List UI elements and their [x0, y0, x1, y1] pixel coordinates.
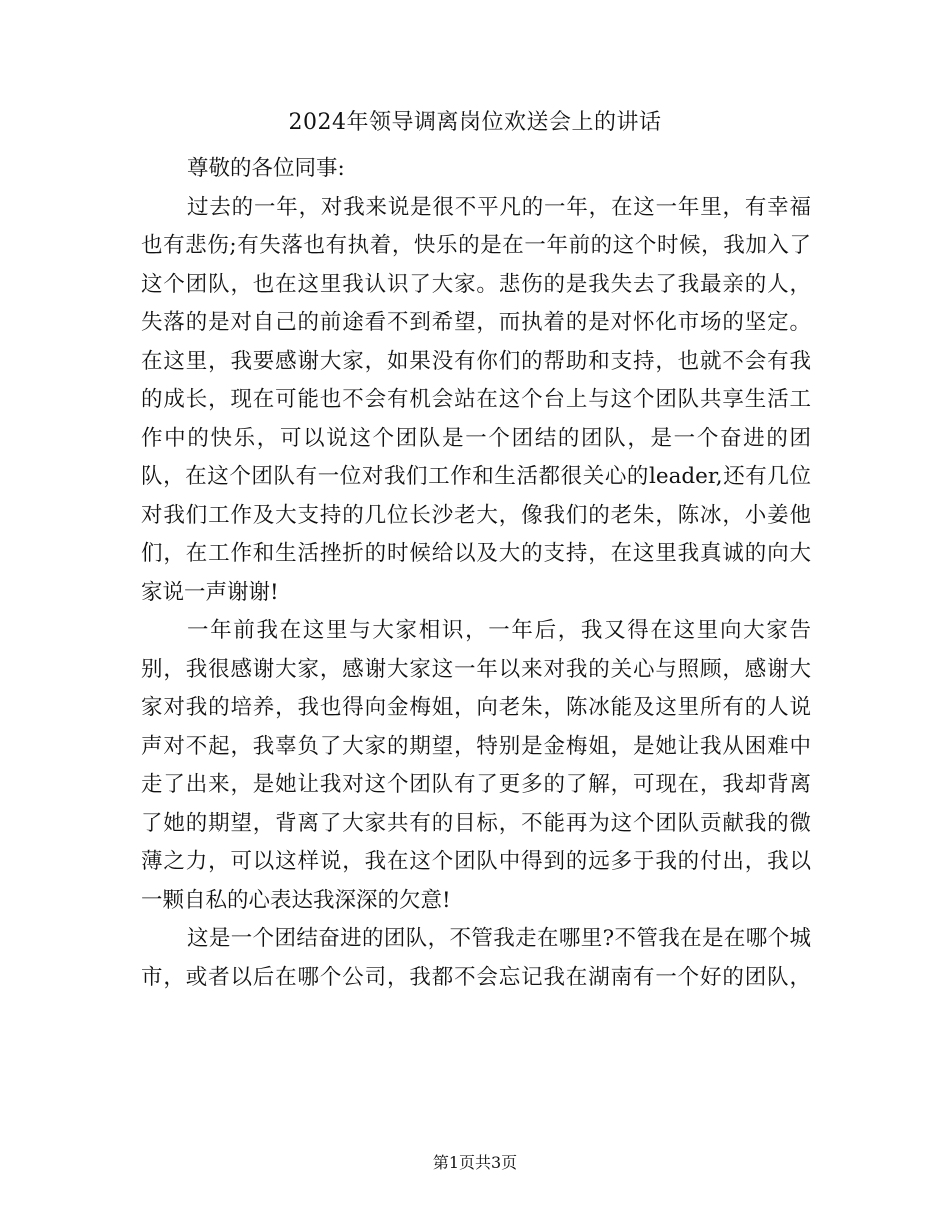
paragraph-line: 这个团队，也在这里我认识了大家。悲伤的是我失去了我最亲的人， [141, 271, 811, 297]
paragraph-line: 过去的一年，对我来说是很不平凡的一年，在这一年里，有幸福 [187, 194, 811, 220]
document-body [141, 150, 811, 997]
paragraph-line: 对我们工作及大支持的几位长沙老大，像我们的老朱，陈冰，小姜他 [141, 502, 811, 528]
document-title: 2024年领导调离岗位欢送会上的讲话 [288, 110, 662, 135]
paragraph-line: 们，在工作和生活挫折的时候给以及大的支持，在这里我真诚的向大 [141, 541, 811, 566]
paragraph-line: 在这里，我要感谢大家，如果没有你们的帮助和支持，也就不会有我 [141, 348, 811, 374]
paragraph-line: 失落的是对自己的前途看不到希望，而执着的是对怀化市场的坚定。 [141, 310, 811, 335]
paragraph-line: 队，在这个团队有一位对我们工作和生活都很关心的leader,还有几位 [141, 464, 811, 489]
paragraph-line: 家说一声谢谢! [141, 579, 279, 605]
greeting-line: 尊敬的各位同事: [187, 156, 345, 181]
paragraph-line: 一年前我在这里与大家相识，一年后，我又得在这里向大家告 [187, 618, 811, 643]
paragraph-line: 薄之力，可以这样说，我在这个团队中得到的远多于我的付出，我以 [141, 849, 811, 874]
paragraph-line: 这是一个团结奋进的团队，不管我走在哪里?不管我在是在哪个城 [187, 926, 811, 951]
paragraph-line: 一颗自私的心表达我深深的欠意! [141, 887, 451, 913]
paragraph-line: 家对我的培养，我也得向金梅姐，向老朱，陈冰能及这里所有的人说 [141, 695, 811, 720]
paragraph-line: 走了出来，是她让我对这个团队有了更多的了解，可现在，我却背离 [141, 772, 811, 797]
paragraph-line: 也有悲伤;有失落也有执着，快乐的是在一年前的这个时候，我加入了 [141, 233, 811, 258]
paragraph-line: 别，我很感谢大家，感谢大家这一年以来对我的关心与照顾，感谢大 [141, 656, 811, 682]
paragraph-line: 声对不起，我辜负了大家的期望，特别是金梅姐，是她让我从困难中 [141, 733, 811, 759]
paragraph-line: 作中的快乐，可以说这个团队是一个团结的团队，是一个奋进的团 [141, 425, 811, 451]
paragraph-line: 市，或者以后在哪个公司，我都不会忘记我在湖南有一个好的团队， [141, 964, 811, 990]
paragraph-line: 了她的期望，背离了大家共有的目标，不能再为这个团队贡献我的微 [141, 810, 811, 836]
page-number-footer: 第1页共3页 [432, 1153, 518, 1172]
paragraph-line: 的成长，现在可能也不会有机会站在这个台上与这个团队共享生活工 [141, 387, 811, 412]
